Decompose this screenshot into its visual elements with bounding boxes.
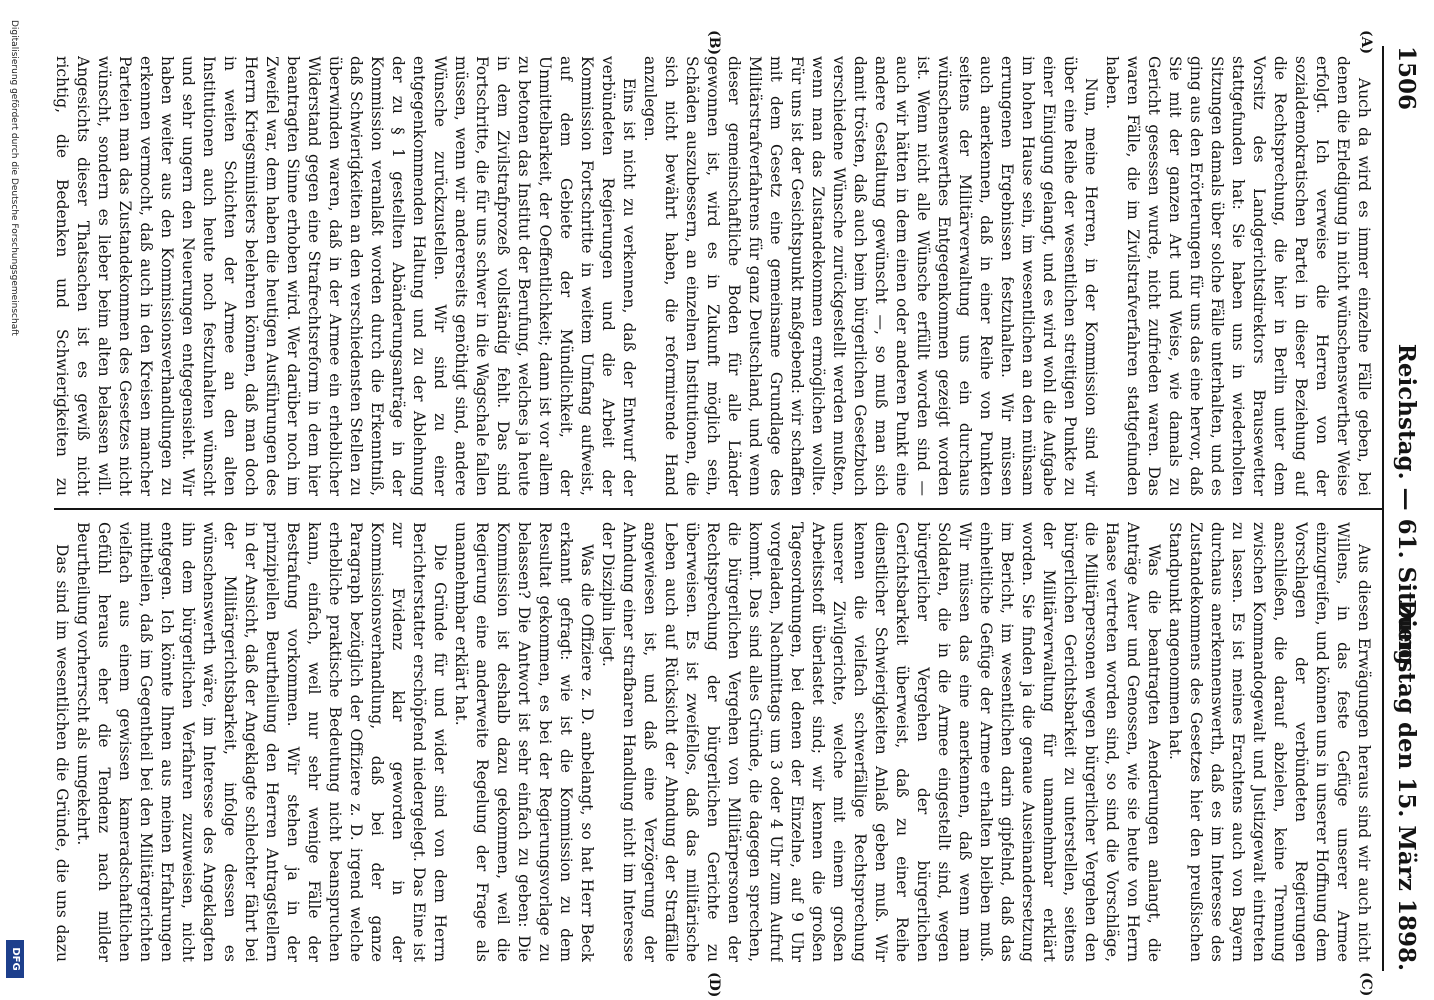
paragraph: Eins ist nicht zu verkennen, daß der Entwurf der verbündeten Regierungen und die Arbeit der Kommission Fortschritte in weitem Umfang aufweist, auf dem Gebiete der Mündlichkeit, der Unmittelbarkeit, der Oeffentlichkeit; dann ist vor allem zu betonen das Institut der Berufung, welches ja heute in dem Zivilstrafprozeß vollständig fehlt. Das sind Fortschritte, die für uns schwer in die Wagschale fallen müssen, wenn wir andererseits genöthigt sind, andere Wünsche zurückzustellen. Wir sind zu einer entgegenkommenden Haltung und zu der Ablehnung der zu § 1 gestellten Abänderungsanträge in der Kommission veranlaßt worden durch die Erkenntniß, daß Schwierigkeiten an den verschiedensten Stellen zu überwinden waren, daß in der Armee ein erheblicher Widerstand gegen eine Strafrechtsreform in dem hier beantragten Sinne erhoben wird. Wer darüber noch im Zweifel war, dem haben die heutigen Ausführungen des Herrn Kriegsministers belehren können, daß man doch in weiten Schichten der Armee an den alten Institutionen auch heute noch festzuhalten wünscht und sehr ungern den Neuerungen entgegensieht. Wir haben weiter aus den Kommissionsverhandlungen zu erkennen vermocht, daß auch in den Kreisen mancher Parteien man das Zustandekommen des Gesetzes nicht wünscht, sondern es lieber beim alten belassen will. Angesichts dieser Thatsachen ist es gewiß nicht richtig, die Bedenken und Schwierigkeiten zu — [53, 56, 638, 496]
header-rule — [1382, 46, 1384, 971]
margin-mark-b: (B) — [706, 30, 722, 56]
margin-mark-d: (D) — [706, 972, 722, 998]
running-title: Reichstag. — 61. Sitzung. — [1393, 343, 1420, 674]
page-number: 1506 — [1393, 46, 1420, 111]
paragraph: Was die Offiziere z. D. anbelangt, so hat Herr Beck erkannt gefragt: wie ist die Kommission zu dem Resultat gekommen, es bei der Regierungsvorlage zu belassen? Die Antwort ist sehr einfach zu geben: Die Kommission ist deshalb dazu gekommen, weil die Regierung eine anderweite Regelung der Frage als unannehmbar erklärt hat. — [452, 522, 596, 962]
paragraph: Nun, meine Herren, in der Kommission sind wir über eine Reihe der wesentlichen streitigen Punkte zu einer Einigung gelangt, und es wird wohl die Aufgabe im hohen Hause sein, im wesentlichen an den mühsam errungenen Ergebnissen festzuhalten. Wir müssen auch anerkennen, daß in einer Reihe von Punkten seitens der Militärverwaltung uns ein durchaus wünschenswerthes Entgegenkommen gezeigt worden ist. Wenn nicht alle Wünsche erfüllt worden sind — auch wir hätten in dem einen oder anderen Punkt eine andere Gestaltung gewünscht —, so muß man sich damit trösten, daß auch beim bürgerlichen Gesetzbuch verschiedene Wünsche zurückgestellt werden mußten, wenn man das Zustandekommen ermöglichen wollte. Für uns ist der Gesichtspunkt maßgebend: wir schaffen mit dem Gesetz eine gemeinsame Grundlage des Militärstrafverfahrens für ganz Deutschland, und wenn dieser gemeinschaftliche Boden für alle Länder gewonnen ist, wird es in Zukunft möglich sein, Schäden auszubessern, an einzelnen Institutionen, die sich nicht bewährt haben, die reformirende Hand anzulegen. — [641, 56, 1100, 496]
column-divider — [54, 508, 1382, 510]
right-column — [49, 522, 1374, 962]
paragraph: Auch da wird es immer einzelne Fälle geben, bei denen die Erledigung in nicht wünschenswerther Weise erfolgt. Ich verweise die Herren von der sozialdemokratischen Partei in dieser Beziehung auf die Rechtsprechung, die hier in Berlin unter dem Vorsitz des Landgerichtsdirektors Brausewetter stattgefunden hat: Sie haben uns in wiederholten Sitzungen damals über solche Fälle unterhalten, und es ging aus den Erörterungen für uns das eine hervor, daß Sie mit der ganzen Art und Weise, wie damals zu Gericht gesessen wurde, nicht zufrieden waren. Das waren Fälle, die im Zivilstrafverfahren stattgefunden haben. — [1103, 56, 1373, 496]
paragraph: Die Gründe für und wider sind von dem Herrn Berichterstatter erschöpfend niedergelegt. Das Eine ist zur Evidenz klar geworden in der Kommissionsverhandlung, daß bei der ganze Paragraph bezüglich der Offiziere z. D. irgend welche erhebliche praktische Bedeutung nicht beanspruchen kann, einfach, weil nur sehr wenige Fälle der Bestrafung vorkommen. Wir stehen ja in der prinzipiellen Beurtheilung den Herren Antragstellern in der Ansicht, daß der Angeklagte schlechter fährt bei der Militärgerichtsbarkeit, infolge dessen es wünschenswerth wäre, im Interesse des Angeklagten ihn dem bürgerlichen Verfahren zuzuweisen, nicht entgegen. Ich könnte Ihnen aus meinen Erfahrungen mittheilen, daß im Gegentheil bei den Militärgerichten vielfach aus einem gewissen kameradschaftlichen Gefühl heraus eher die Tendenz nach milder Beurtheilung vorherrscht als umgekehrt. — [74, 522, 449, 962]
digitization-footer — [4, 0, 34, 1000]
page-header — [1388, 46, 1424, 971]
digitization-credit: Digitalisierung gefördert durch die Deutsche Forschungsgemeinschaft — [9, 20, 19, 336]
session-date: Dienstag den 15. März 1898. — [1393, 599, 1420, 971]
paragraph: Aus diesen Erwägungen heraus sind wir auch nicht Willens, in das feste Gefüge unserer Armee einzugreifen, und können uns in unserer Hoffnung dem Vorschlagen der verbündeten Regierungen anschließen, die darauf abzielen, keine Trennung zwischen Kommandogewalt und Justizgewalt eintreten zu lassen. Es ist meines Erachtens auch von Bayern durchaus anerkennenswerth, daß es im Interesse des Zustandekommens des Gesetzes hier den preußischen Standpunkt angenommen hat. — [1166, 522, 1373, 962]
left-column — [49, 56, 1374, 496]
margin-mark-c: (C) — [1358, 972, 1374, 997]
margin-mark-a: (A) — [1358, 30, 1374, 55]
paragraph: Was die beantragten Aenderungen anlangt, die Anträge Auer und Genossen, wie sie heute von Herrn Haase vertreten worden sind, so sind die Vorschläge, die Militärpersonen wegen bürgerlicher Vergehen den bürgerlichen Gerichtsbarkeit zu unterstellen, seitens der Militärverwaltung für unannehmbar erklärt worden. Sie finden ja die genaue Auseinandersetzung im Bericht, im wesentlichen darin gipfelnd, daß das einheitliche Gefüge der Armee erhalten bleiben muß. Wir müssen das eine anerkennen, daß wenn man Soldaten, die in die Armee eingestellt sind, wegen bürgerlicher Vergehen der bürgerlichen Gerichtsbarkeit überweist, daß zu einer Reihe dienstlicher Schwierigkeiten Anlaß geben muß. Wir kennen die vielfach schwerfällige Rechtsprechung unserer Zivilgerichte, welche mit einem großen Arbeitsstoff überlastet sind; wir kennen die großen Tagesordnungen, bei denen der Einzelne, auf 9 Uhr vorgeladen, Nachmittags um 3 oder 4 Uhr zum Aufruf kommt. Das sind alles Gründe, die dagegen sprechen, die bürgerlichen Vergehen von Militärpersonen der Rechtsprechung der bürgerlichen Gerichte zu überweisen. Es ist zweifellos, daß das militärische Leben auch auf Rücksicht der Ahndung der Straffälle angewiesen ist, und daß eine Verzögerung der Ahndung einer strafbaren Handlung nicht im Interesse der Disziplin liegt. — [599, 522, 1163, 962]
paragraph: Das sind im wesentlichen die Gründe, die uns dazu — [53, 544, 71, 962]
dfg-logo: DFG — [6, 940, 24, 978]
